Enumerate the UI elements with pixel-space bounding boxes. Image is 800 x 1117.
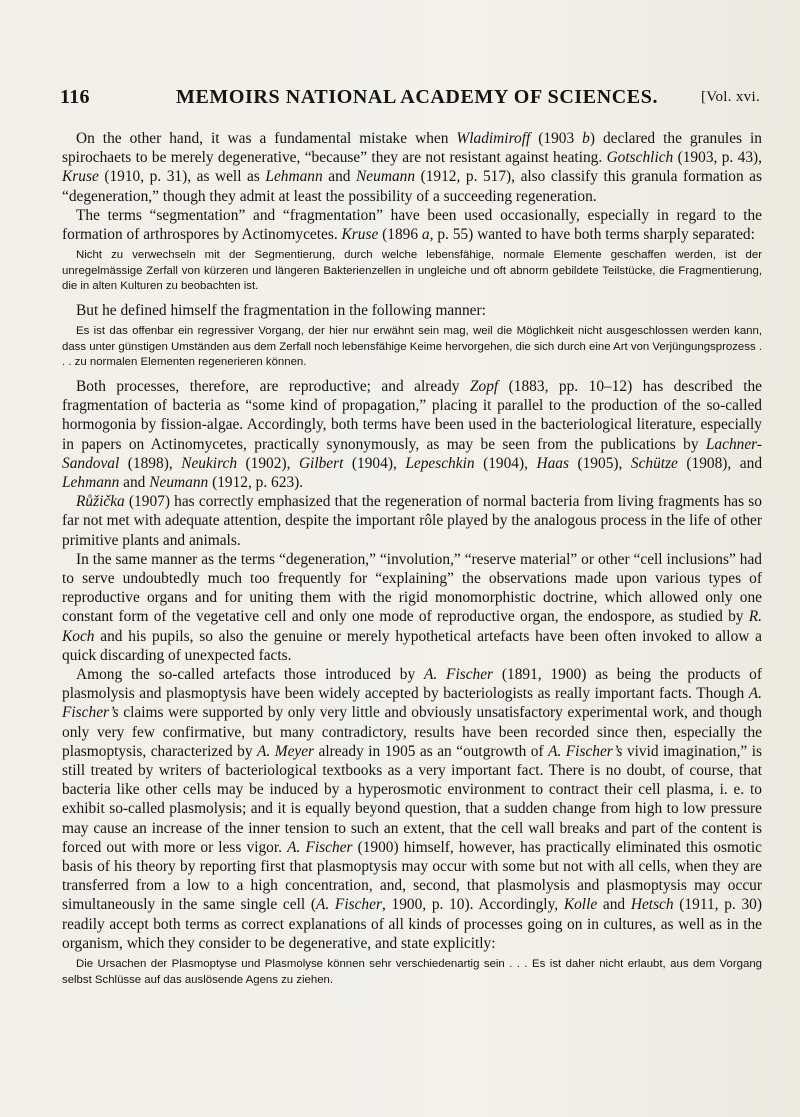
running-header (60, 86, 760, 110)
paragraph-3: But he defined himself the fragmentation in the following manner: (76, 302, 486, 319)
block-quote-3: Die Ursachen der Plasmoptyse und Plasmolyse können sehr verschiedenartig sein . . . Es ist daher nicht erlaubt, aus dem Vorgang selbst Schlüsse auf das auslösende Agens zu ziehen. (62, 958, 762, 986)
volume-label: [Vol. xvi. (701, 89, 760, 105)
paragraph-4: Both processes, therefore, are reproductive; and already Zopf (1883, pp. 10–12) has described the fragmentation of bacteria as “some kind of propagation,” placing it parallel to the production of the so-called hormogonia by fission-algae. Accordingly, both terms have been used in the bacteriological literature, especially in papers on Actinomycetes, practically synonymously, as may be seen from the publications by Lachner-Sandoval (1898), Neukirch (1902), Gilbert (1904), Lepeschkin (1904), Haas (1905), Schütze (1908), and Lehmann and Neumann (1912, p. 623). (62, 377, 763, 491)
text-body (62, 129, 762, 994)
page-number: 116 (60, 86, 90, 108)
paragraph-6: In the same manner as the terms “degeneration,” “involution,” “reserve material” or other “cell inclusions” had to serve undoubtedly much too frequently for “explaining” the observations made upon various types of reproductive organs and for uniting them with the rigid monomorphistic doctrine, which allowed only one constant form of the vegetative cell and only one mode of reproductive organ, the endospore, as studied by R. Koch and his pupils, so also the genuine or merely hypothetical artefacts have been often invoked to allow a quick discarding of unexpected facts. (62, 550, 762, 664)
block-quote-1: Nicht zu verwechseln mit der Segmentierung, durch welche lebensfähige, normale Elemente geschaffen werden, ist der unregelmässige Zerfall von kürzeren und längeren Bakterienzellen in ungleiche und oft abnorm gebildete Teilstücke, die Fragmentierung, die in alten Kulturen zu beobachten ist. (62, 249, 762, 293)
paragraph-2: The terms “segmentation” and “fragmentation” have been used occasionally, especially in regard to the formation of arthrospores by Actinomycetes. Kruse (1896 a, p. 55) wanted to have both terms sharply separated: (62, 206, 762, 244)
paragraph-1: On the other hand, it was a fundamental mistake when Wladimiroff (1903 b) declared the granules in spirochaets to be merely degenerative, “because” they are not resistant against heating. Gotschlich (1903, p. 43), Kruse (1910, p. 31), as well as Lehmann and Neumann (1912, p. 517), also classify this granula formation as “degeneration,” though they admit at least the possibility of a succeeding regeneration. (62, 130, 763, 205)
journal-title: MEMOIRS NATIONAL ACADEMY OF SCIENCES. (176, 86, 659, 108)
paragraph-5: Růžička (1907) has correctly emphasized that the regeneration of normal bacteria from living fragments has so far not met with adequate attention, despite the important rôle played by the analogous process in the life of other primitive plants and animals. (62, 493, 762, 549)
paragraph-7: Among the so-called artefacts those introduced by A. Fischer (1891, 1900) as being the products of plasmolysis and plasmoptysis have been widely accepted by bacteriologists as really important facts. Though A. Fischer’s claims were supported by only very little and obviously unsatisfactory experimental work, and though only very few confirmative, but many contradictory, results have been recorded since then, especially the plasmoptysis, characterized by A. Meyer already in 1905 as an “outgrowth of A. Fischer’s vivid imagination,” is still treated by writers of bacteriological textbooks as a very important fact. There is no doubt, of course, that bacteria like other cells may be induced by a hyperosmotic environment to contract their cell plasma, i. e. to exhibit so-called plasmolysis; and it is equally beyond question, that a sudden change from high to low pressure may cause an increase of the inner tension to such an extent, that the cell wall breaks and part of the content is forced out with more or less vigor. A. Fischer (1900) himself, however, has practically eliminated this osmotic basis of his theory by reporting first that plasmoptysis may occur with some but not with all cells, when they are transferred from a low to a high concentration, and, second, that plasmolysis and plasmoptysis may occur simultaneously in the same single cell (A. Fischer, 1900, p. 10). Accordingly, Kolle and Hetsch (1911, p. 30) readily accept both terms as correct explanations of all kinds of processes going on in cultures, as well as in the organism, which they consider to be degenerative, and state explicitly: (62, 666, 762, 952)
block-quote-2: Es ist das offenbar ein regressiver Vorgang, der hier nur erwähnt sein mag, weil die Möglichkeit nicht ausgeschlossen werden kann, dass unter günstigen Umständen aus dem Zerfall noch lebensfähige Keime hervorgehen, die sich durch eine Art von Verjüngungsprozess . . . zu normalen Elementen regenerieren können. (62, 325, 762, 369)
